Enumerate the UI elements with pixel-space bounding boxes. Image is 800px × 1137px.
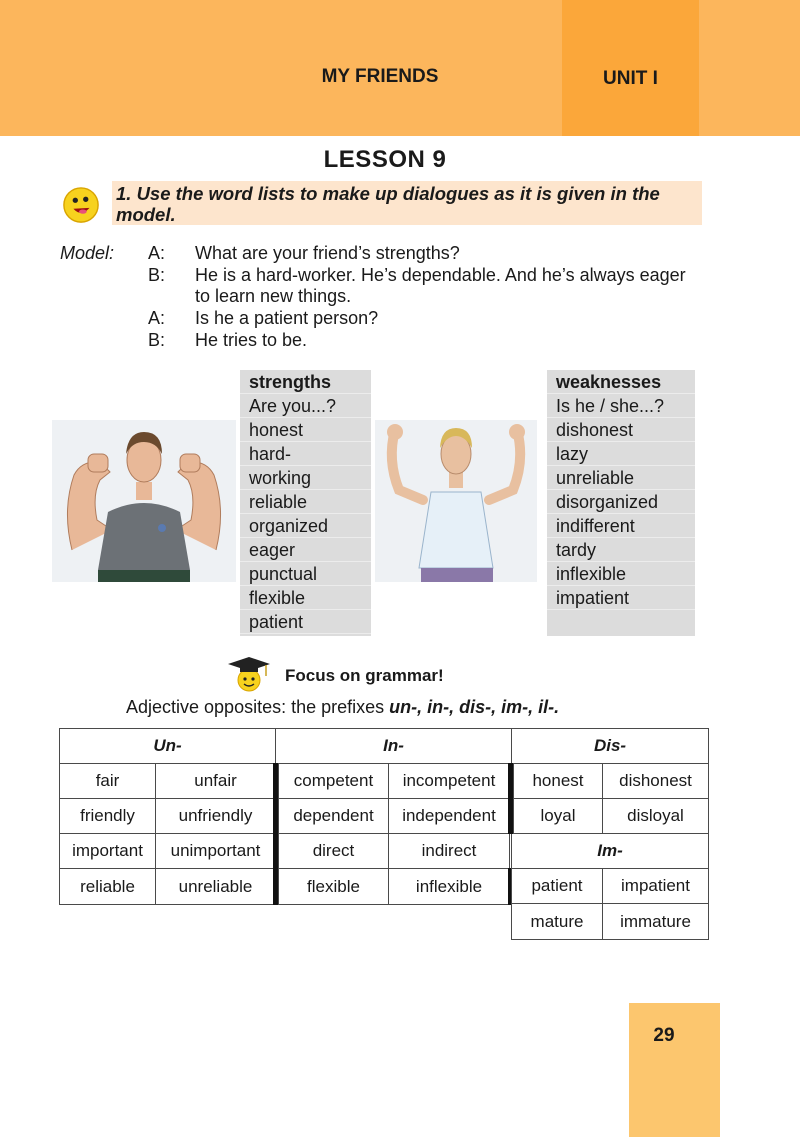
speaker: A: (148, 308, 166, 328)
table-cell: loyal (513, 798, 603, 834)
list-item: punctual (240, 562, 371, 586)
task-instruction: 1. Use the word lists to make up dialogues as it is given in the model. (116, 183, 660, 225)
table-header-un: Un- (59, 728, 276, 764)
grammar-title: Focus on grammar! (285, 666, 444, 685)
table-cell: impatient (602, 868, 709, 904)
table-header-im: Im- (511, 833, 709, 869)
table-cell: honest (513, 763, 603, 799)
list-item: eager (240, 538, 371, 562)
table-cell: unreliable (155, 868, 276, 905)
table-divider (508, 763, 513, 834)
list-item: tardy (547, 538, 695, 562)
page-number-box (629, 1003, 720, 1137)
model-label-text: Model (60, 243, 110, 263)
list-item: honest (240, 418, 371, 442)
list-item: Are you...? (240, 394, 371, 418)
list-item: indifferent (547, 514, 695, 538)
list-item: lazy (547, 442, 695, 466)
list-item: organized (240, 514, 371, 538)
smiley-icon (62, 186, 100, 224)
list-item: inflexible (547, 562, 695, 586)
grammar-prefixes: un-, in-, dis-, im-, il-. (389, 697, 560, 717)
table-cell: unfriendly (155, 798, 276, 834)
list-item: disorganized (547, 490, 695, 514)
table-cell: flexible (278, 868, 389, 905)
list-item: impatient (547, 586, 695, 610)
unit-label: UNIT I (603, 68, 658, 89)
table-cell: unimportant (155, 833, 276, 869)
strengths-heading: strengths (240, 370, 371, 394)
table-divider (508, 868, 511, 905)
table-header-in: In- (275, 728, 512, 764)
speaker: B: (148, 265, 166, 285)
list-item: flexible (240, 586, 371, 610)
grammar-intro (126, 697, 559, 718)
weaknesses-list (547, 370, 695, 636)
lesson-title: LESSON 9 (323, 146, 447, 173)
model-label (60, 243, 114, 264)
table-cell: friendly (59, 798, 156, 834)
page-number: 29 (653, 1025, 675, 1046)
weak-boy-illustration (375, 420, 537, 582)
list-item: dishonest (547, 418, 695, 442)
model-colon: : (109, 243, 115, 263)
speaker: B: (148, 330, 166, 350)
list-item: reliable (240, 490, 371, 514)
list-item: patient (240, 610, 371, 634)
list-item: Is he / she...? (547, 394, 695, 418)
table-cell: fair (59, 763, 156, 799)
dialogue-text: He is a hard-worker. He’s dependable. And he’s always eager to learn new things. (195, 265, 686, 306)
table-cell: dependent (278, 798, 389, 834)
table-cell: reliable (59, 868, 156, 905)
table-cell: indirect (388, 833, 510, 869)
list-item: working (240, 466, 371, 490)
table-cell: important (59, 833, 156, 869)
weaknesses-heading: weaknesses (547, 370, 695, 394)
table-cell: immature (602, 903, 709, 940)
table-cell: direct (278, 833, 389, 869)
table-cell: unfair (155, 763, 276, 799)
table-cell: inflexible (388, 868, 510, 905)
speaker: A: (148, 243, 166, 263)
chapter-title: MY FRIENDS (321, 66, 439, 87)
strong-man-illustration (52, 420, 236, 582)
table-cell: disloyal (602, 798, 709, 834)
list-item: hard- (240, 442, 371, 466)
dialogue-text: What are your friend’s strengths? (195, 243, 460, 263)
list-item: unreliable (547, 466, 695, 490)
table-cell: mature (511, 903, 603, 940)
graduation-cap-icon (226, 656, 272, 692)
table-cell: independent (388, 798, 510, 834)
table-cell: competent (278, 763, 389, 799)
grammar-intro-text: Adjective opposites: the prefixes (126, 697, 390, 717)
table-divider (273, 763, 278, 905)
table-cell: dishonest (602, 763, 709, 799)
dialogue-text: Is he a patient person? (195, 308, 379, 328)
table-cell: incompetent (388, 763, 510, 799)
table-cell: patient (511, 868, 603, 904)
dialogue-text: He tries to be. (195, 330, 308, 350)
strengths-list (240, 370, 371, 636)
table-header-dis: Dis- (511, 728, 709, 764)
